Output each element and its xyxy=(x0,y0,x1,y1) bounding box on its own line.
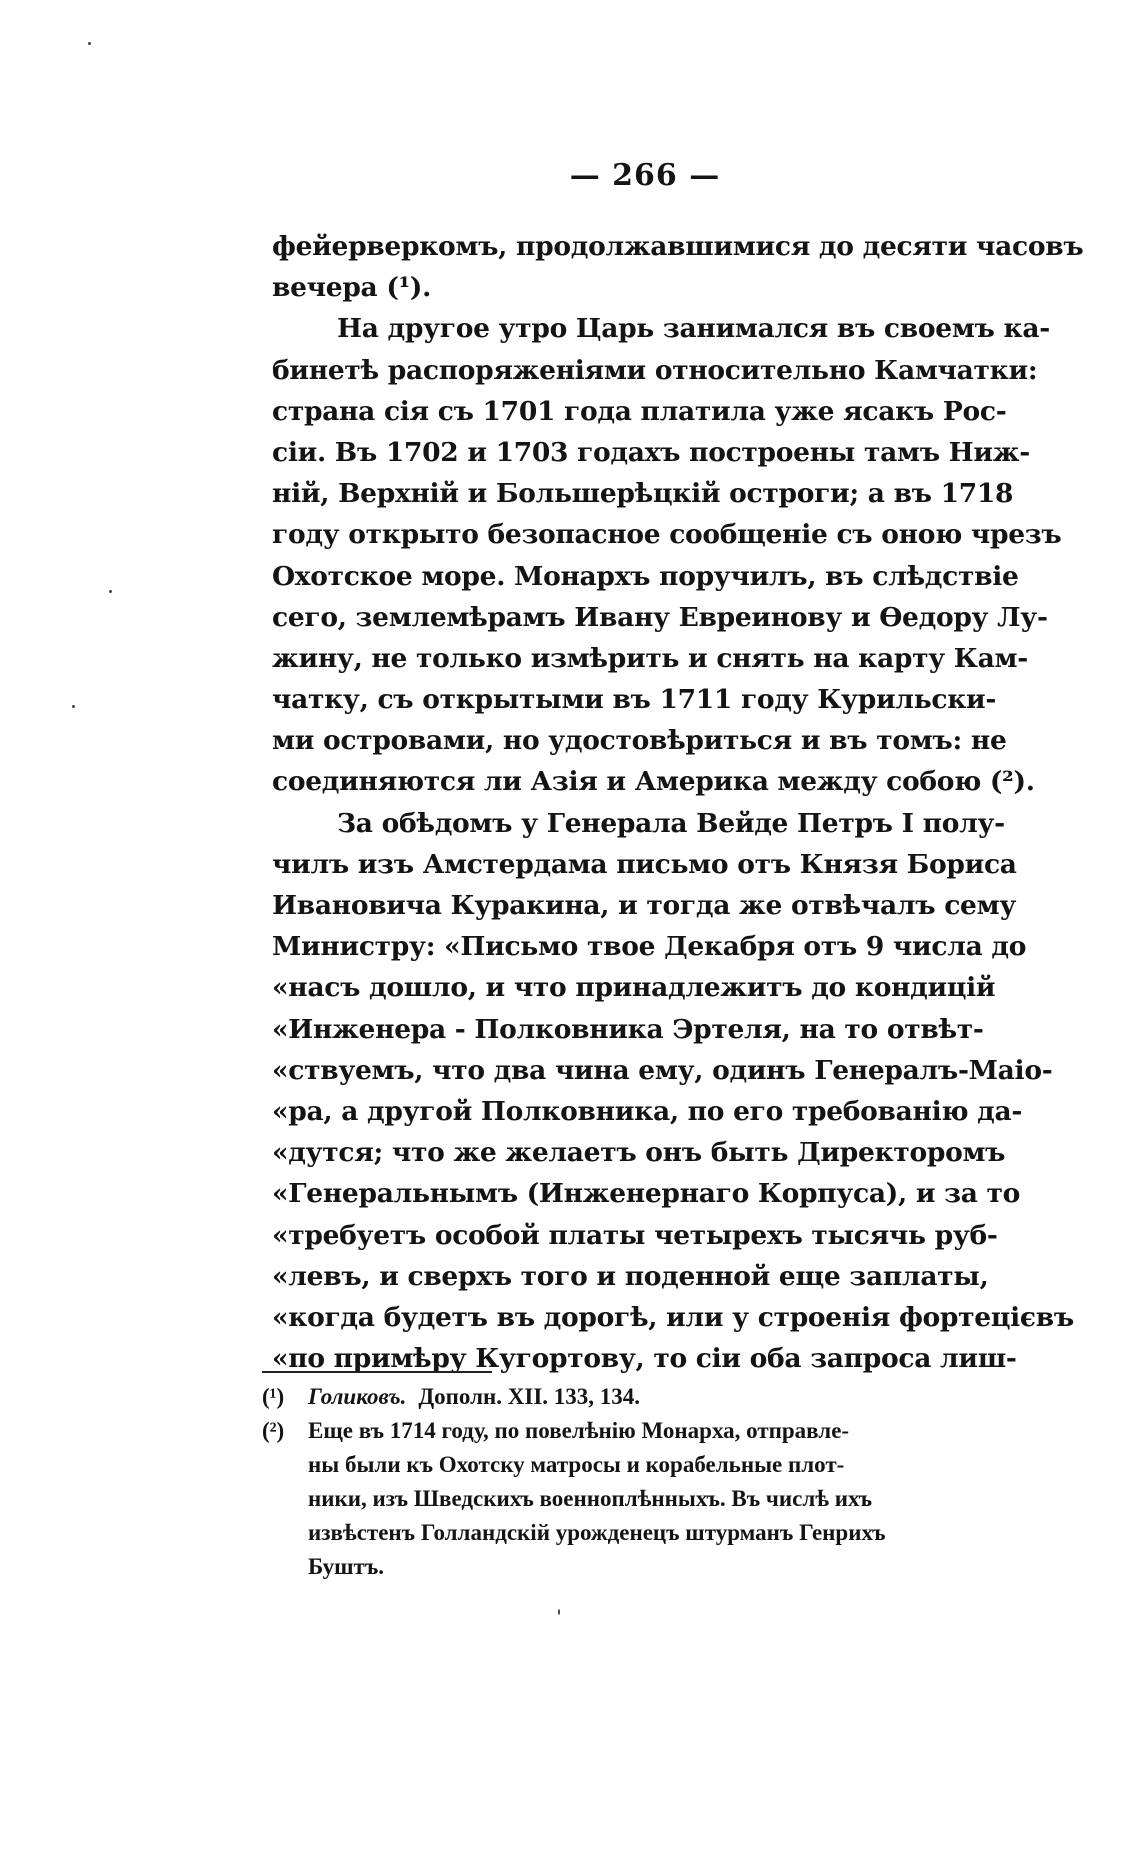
text-line: сего, землемѣрамъ Ивану Евреинову и Өедору Лу- xyxy=(272,601,1048,633)
text-line: бинетѣ распоряженіями относительно Камчатки: xyxy=(272,354,1038,386)
footnote-text-line: Буштъ. xyxy=(308,1554,385,1579)
paragraph-first-line: На другое утро Царь занимался въ своемъ ка- xyxy=(337,313,1050,345)
text-line: «ствуемъ, что два чина ему, одинъ Генералъ-Маіо- xyxy=(272,1054,1053,1086)
text-line: «Инженера - Полковника Эртеля, на то отвѣт- xyxy=(272,1013,984,1045)
text-line: «Генеральнымъ (Инженернаго Корпуса), и за то xyxy=(272,1178,1021,1210)
text-line: году открыто безопасное сообщеніе съ оною чрезъ xyxy=(272,519,1062,551)
text-line: «дутся; что же желаетъ онъ быть Директоромъ xyxy=(272,1137,1006,1169)
text-line: «ра, а другой Полковника, по его требованію да- xyxy=(272,1095,1023,1127)
footnotes xyxy=(262,1380,1044,1584)
text-line: «когда будетъ въ дорогѣ, или у строенія фортецієвъ xyxy=(272,1301,1074,1333)
page-number: — 266 — xyxy=(569,158,721,193)
scan-speck xyxy=(558,1609,560,1615)
text-line: «требуетъ особой платы четырехъ тысячь руб- xyxy=(272,1219,998,1251)
scan-speck xyxy=(88,42,91,45)
paragraph-first-line: За обѣдомъ у Генерала Вейде Петръ I полу- xyxy=(337,807,1005,839)
footnote-marker: (²) xyxy=(262,1418,285,1443)
scan-speck xyxy=(72,705,75,708)
footnote-text-line: ны были къ Охотску матросы и корабельные плот- xyxy=(308,1452,845,1477)
footnote-text: Еще въ 1714 году, по повелѣнію Монарха, отправле- xyxy=(308,1418,850,1443)
footnote-2-first-line xyxy=(262,1414,1044,1448)
text-line: Охотское море. Монархъ поручилъ, въ слѣдствіе xyxy=(272,560,1019,592)
footnote-text-line: извѣстенъ Голландскій урожденецъ штурманъ Генрихъ xyxy=(308,1520,886,1545)
text-line: Министру: «Письмо твое Декабря отъ 9 числа до xyxy=(272,931,1027,963)
footnote-1 xyxy=(262,1380,1044,1414)
text-line: фейерверкомъ, продолжавшимися до десяти часовъ xyxy=(272,231,1084,262)
footnote-text: Дополн. XII. 133, 134. xyxy=(418,1384,641,1409)
scan-speck xyxy=(109,590,112,593)
text-line: Ивановича Куракина, и тогда же отвѣчалъ сему xyxy=(272,890,1016,921)
body-text xyxy=(272,226,1084,1379)
text-line: вечера (¹). xyxy=(272,272,432,304)
footnote-marker: (¹) xyxy=(262,1384,285,1409)
footnote-text-line: ники, изъ Шведскихъ военноплѣнныхъ. Въ числѣ ихъ xyxy=(308,1486,873,1511)
text-line: соединяются ли Азія и Америка между собою (²). xyxy=(272,766,1035,798)
text-line: чилъ изъ Амстердама письмо отъ Князя Бориса xyxy=(272,848,1017,880)
text-line: ми островами, но удостовѣриться и въ томъ: не xyxy=(272,725,1007,757)
footnote-author: Голиковъ. xyxy=(308,1384,407,1409)
text-line: ній, Верхній и Большерѣцкій остроги; а въ 1718 xyxy=(272,478,1014,510)
text-line: чатку, съ открытыми въ 1711 году Курильски- xyxy=(272,684,997,716)
text-line: «насъ дошло, и что принадлежитъ до кондицій xyxy=(272,972,996,1004)
text-line: страна сія съ 1701 года платила уже ясакъ Рос- xyxy=(272,395,1007,427)
footnote-divider xyxy=(262,1371,492,1373)
text-line: жину, не только измѣрить и снять на карту Кам- xyxy=(272,642,1028,674)
text-line: «по примѣру Кугортову, то сіи оба запроса лиш- xyxy=(272,1343,1017,1375)
text-line: «левъ, и сверхъ того и поденной еще заплаты, xyxy=(272,1260,989,1292)
text-line: сіи. Въ 1702 и 1703 годахъ построены тамъ Ниж- xyxy=(272,436,1030,468)
